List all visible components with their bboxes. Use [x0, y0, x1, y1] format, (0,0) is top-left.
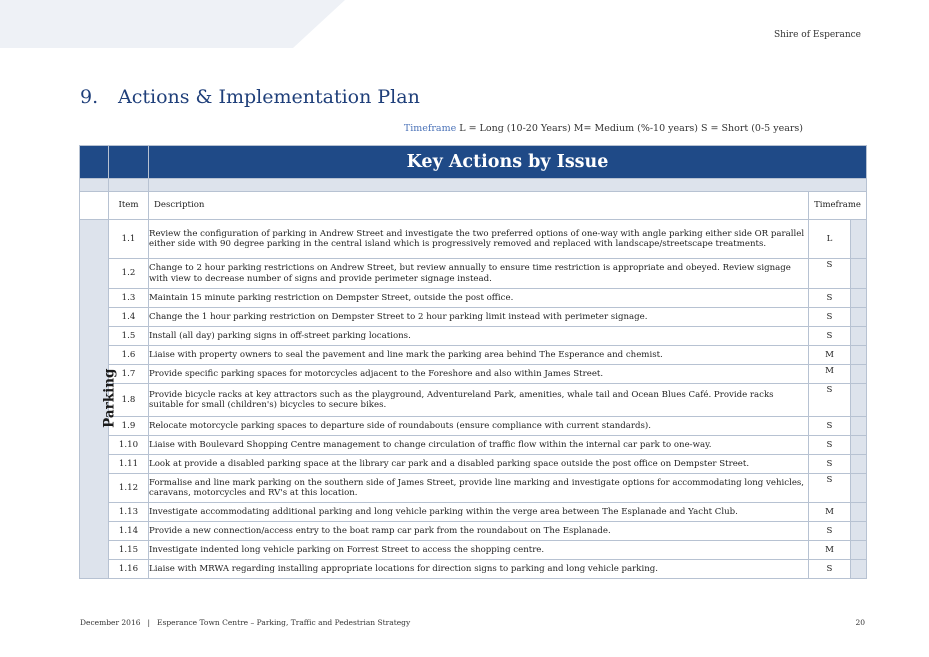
- row-description: Provide bicycle racks at key attractors such as the playground, Adventureland Park, amenities, whale tail and Ocean Blues Café. Provide racks suitable for small (children's) bicycles to secure bikes.: [149, 384, 809, 417]
- row-timeframe: L: [809, 220, 851, 259]
- row-item-number: 1.9: [109, 417, 149, 436]
- row-description: Provide specific parking spaces for motorcycles adjacent to the Foreshore and also within James Street.: [149, 365, 809, 384]
- row-timeframe: M: [809, 541, 851, 560]
- table-row: [80, 560, 867, 579]
- header-description: Description: [149, 192, 809, 220]
- section-heading: [80, 86, 420, 108]
- header-item: Item: [109, 192, 149, 220]
- row-item-number: 1.13: [109, 503, 149, 522]
- key-actions-table: [79, 145, 867, 579]
- table-title-row: [80, 146, 867, 179]
- row-item-number: 1.7: [109, 365, 149, 384]
- row-item-number: 1.10: [109, 436, 149, 455]
- row-description: Review the configuration of parking in Andrew Street and investigate the two preferred options of one-way with angle parking either side OR parallel either side with 90 degree parking in the central island which is progressively removed and replaced with landscape/streetscape treatments.: [149, 220, 809, 259]
- organization-name: Shire of Esperance: [773, 30, 861, 40]
- table-row: [80, 346, 867, 365]
- row-item-number: 1.11: [109, 455, 149, 474]
- table-row: [80, 289, 867, 308]
- footer: [80, 618, 410, 627]
- band-cell: [80, 179, 109, 192]
- table-header-row: [80, 192, 867, 220]
- table-row: [80, 327, 867, 346]
- row-timeframe: S: [809, 417, 851, 436]
- row-timeframe: S: [809, 436, 851, 455]
- row-side-band: [851, 365, 867, 384]
- row-side-band: [851, 220, 867, 259]
- row-item-number: 1.14: [109, 522, 149, 541]
- table-row: [80, 384, 867, 417]
- table-row: [80, 522, 867, 541]
- row-description: Provide a new connection/access entry to the boat ramp car park from the roundabout on The Esplanade.: [149, 522, 809, 541]
- table-row: [80, 474, 867, 503]
- table-row: [80, 417, 867, 436]
- table-row: [80, 259, 867, 289]
- row-timeframe: M: [809, 365, 851, 384]
- row-description: Relocate motorcycle parking spaces to departure side of roundabouts (ensure compliance with current standards).: [149, 417, 809, 436]
- row-item-number: 1.16: [109, 560, 149, 579]
- footer-separator: |: [147, 618, 151, 627]
- footer-document-title: Esperance Town Centre – Parking, Traffic and Pedestrian Strategy: [157, 618, 411, 627]
- row-timeframe: S: [809, 474, 851, 503]
- header-timeframe: Timeframe: [809, 192, 867, 220]
- row-side-band: [851, 474, 867, 503]
- row-timeframe: S: [809, 289, 851, 308]
- row-side-band: [851, 289, 867, 308]
- row-item-number: 1.3: [109, 289, 149, 308]
- row-description: Maintain 15 minute parking restriction on Dempster Street, outside the post office.: [149, 289, 809, 308]
- row-item-number: 1.4: [109, 308, 149, 327]
- row-side-band: [851, 436, 867, 455]
- footer-date: December 2016: [80, 618, 141, 627]
- row-timeframe: S: [809, 259, 851, 289]
- row-description: Liaise with property owners to seal the pavement and line mark the parking area behind The Esperance and chemist.: [149, 346, 809, 365]
- row-timeframe: S: [809, 384, 851, 417]
- issue-label: Parking: [101, 368, 118, 428]
- row-side-band: [851, 522, 867, 541]
- section-title: Actions & Implementation Plan: [118, 86, 420, 108]
- row-item-number: 1.12: [109, 474, 149, 503]
- row-timeframe: S: [809, 560, 851, 579]
- title-spacer-cell: [80, 146, 109, 179]
- table-row: [80, 455, 867, 474]
- row-timeframe: S: [809, 522, 851, 541]
- row-description: Liaise with Boulevard Shopping Centre management to change circulation of traffic flow within the internal car park to one-way.: [149, 436, 809, 455]
- row-description: Investigate indented long vehicle parking on Forrest Street to access the shopping centre.: [149, 541, 809, 560]
- table-title: Key Actions by Issue: [149, 146, 867, 179]
- row-timeframe: M: [809, 346, 851, 365]
- row-description: Look at provide a disabled parking space at the library car park and a disabled parking space outside the post office on Dempster Street.: [149, 455, 809, 474]
- row-item-number: 1.5: [109, 327, 149, 346]
- issue-label-cell: [80, 220, 118, 579]
- row-description: Install (all day) parking signs in off-street parking locations.: [149, 327, 809, 346]
- row-timeframe: S: [809, 327, 851, 346]
- row-side-band: [851, 308, 867, 327]
- row-timeframe: S: [809, 455, 851, 474]
- table-row: [80, 220, 867, 259]
- row-item-number: 1.2: [109, 259, 149, 289]
- band-cell: [109, 179, 149, 192]
- row-item-number: 1.1: [109, 220, 149, 259]
- row-item-number: 1.15: [109, 541, 149, 560]
- row-item-number: 1.6: [109, 346, 149, 365]
- row-side-band: [851, 503, 867, 522]
- table-row: [80, 365, 867, 384]
- table-row: [80, 503, 867, 522]
- row-side-band: [851, 560, 867, 579]
- row-side-band: [851, 346, 867, 365]
- table-band-row: [80, 179, 867, 192]
- row-timeframe: M: [809, 503, 851, 522]
- page-number: 20: [855, 618, 865, 627]
- row-description: Change the 1 hour parking restriction on Dempster Street to 2 hour parking limit instead with perimeter signage.: [149, 308, 809, 327]
- row-side-band: [851, 541, 867, 560]
- title-spacer-cell: [109, 146, 149, 179]
- header-spacer-cell: [80, 192, 109, 220]
- row-side-band: [851, 384, 867, 417]
- timeframe-legend-label: Timeframe: [403, 123, 457, 134]
- timeframe-legend: [404, 123, 803, 134]
- row-side-band: [851, 455, 867, 474]
- row-side-band: [851, 417, 867, 436]
- section-number: 9.: [80, 86, 99, 108]
- row-description: Formalise and line mark parking on the southern side of James Street, provide line marking and investigate options for accommodating long vehicles, caravans, motorcycles and RV's at this location.: [149, 474, 809, 503]
- row-item-number: 1.8: [109, 384, 149, 417]
- table-row: [80, 541, 867, 560]
- band-cell: [149, 179, 867, 192]
- row-side-band: [851, 259, 867, 289]
- header-corner-decoration: [0, 0, 345, 48]
- row-description: Change to 2 hour parking restrictions on Andrew Street, but review annually to ensure time restriction is appropriate and obeyed. Review signage with view to decrease number of signs and provide perimeter signage instead.: [149, 259, 809, 289]
- table-row: [80, 308, 867, 327]
- row-description: Liaise with MRWA regarding installing appropriate locations for direction signs to parking and long vehicle parking.: [149, 560, 809, 579]
- table-row: [80, 436, 867, 455]
- row-description: Investigate accommodating additional parking and long vehicle parking within the verge area between The Esplanade and Yacht Club.: [149, 503, 809, 522]
- row-timeframe: S: [809, 308, 851, 327]
- row-side-band: [851, 327, 867, 346]
- timeframe-legend-text: L = Long (10-20 Years) M= Medium (%-10 years) S = Short (0-5 years): [459, 123, 803, 134]
